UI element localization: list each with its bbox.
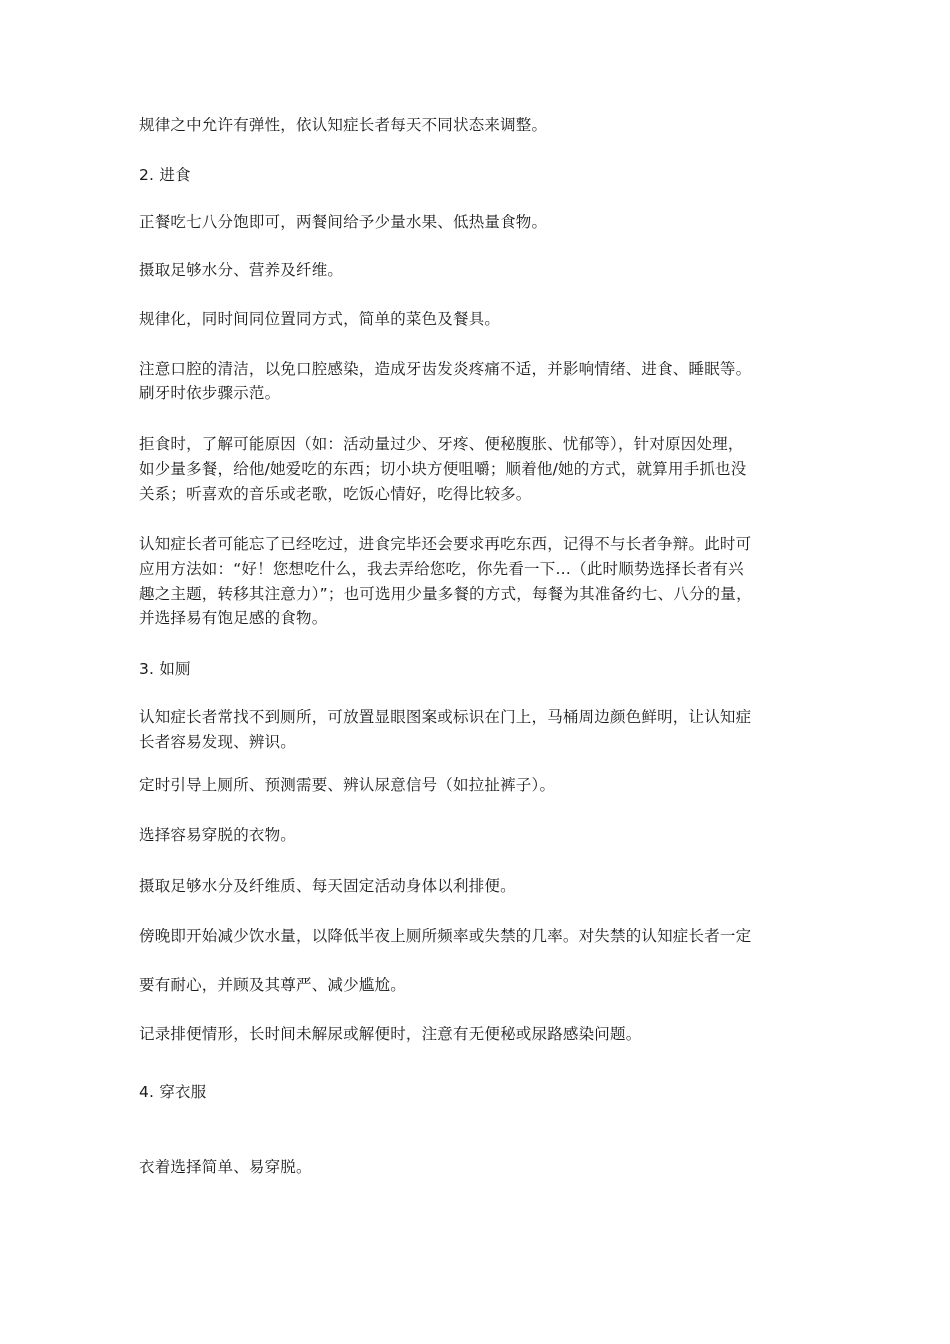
paragraph-line: 摄取足够水分、营养及纤维。 — [139, 261, 344, 279]
paragraph-line: 选择容易穿脱的衣物。 — [139, 826, 297, 844]
paragraph-line: 正餐吃七八分饱即可，两餐间给予少量水果、低热量食物。 — [139, 213, 548, 231]
paragraph-line: 趣之主题，转移其注意力）”；也可选用少量多餐的方式，每餐为其准备约七、八分的量， — [139, 585, 752, 603]
paragraph-line: 衣着选择简单、易穿脱。 — [139, 1158, 312, 1176]
paragraph-line: 傍晚即开始减少饮水量，以降低半夜上厕所频率或失禁的几率。对失禁的认知症长者一定 — [139, 927, 752, 945]
paragraph-line: 关系；听喜欢的音乐或老歌，吃饭心情好，吃得比较多。 — [139, 485, 532, 503]
paragraph-line: 拒食时，了解可能原因（如：活动量过少、牙疼、便秘腹胀、忧郁等），针对原因处理， — [139, 435, 744, 453]
paragraph-line: 注意口腔的清洁，以免口腔感染，造成牙齿发炎疼痛不适，并影响情绪、进食、睡眠等。 — [139, 360, 752, 378]
paragraph-line: 长者容易发现、辨识。 — [139, 733, 297, 751]
section-heading-eating: 2. 进食 — [139, 166, 191, 184]
section-heading-dressing: 4. 穿衣服 — [139, 1083, 207, 1101]
paragraph-line: 定时引导上厕所、预测需要、辨认尿意信号（如拉扯裤子）。 — [139, 776, 556, 794]
paragraph-line: 记录排便情形，长时间未解尿或解便时，注意有无便秘或尿路感染问题。 — [139, 1025, 642, 1043]
paragraph-line: 规律之中允许有弹性，依认知症长者每天不同状态来调整。 — [139, 116, 548, 134]
paragraph-line: 并选择易有饱足感的食物。 — [139, 609, 328, 627]
paragraph-line: 要有耐心，并顾及其尊严、减少尴尬。 — [139, 976, 406, 994]
paragraph-line: 规律化，同时间同位置同方式，简单的菜色及餐具。 — [139, 310, 501, 328]
paragraph-line: 认知症长者常找不到厕所，可放置显眼图案或标识在门上，马桶周边颜色鲜明，让认知症 — [139, 708, 752, 726]
paragraph-line: 刷牙时依步骤示范。 — [139, 384, 281, 402]
paragraph-line: 摄取足够水分及纤维质、每天固定活动身体以利排便。 — [139, 877, 516, 895]
paragraph-line: 应用方法如：“好！您想吃什么，我去弄给您吃，你先看一下…（此时顺势选择长者有兴 — [139, 560, 744, 578]
section-heading-toileting: 3. 如厕 — [139, 660, 191, 678]
paragraph-line: 认知症长者可能忘了已经吃过，进食完毕还会要求再吃东西，记得不与长者争辩。此时可 — [139, 535, 752, 553]
paragraph-line: 如少量多餐，给他/她爱吃的东西；切小块方便咀嚼；顺着他/她的方式，就算用手抓也没 — [139, 460, 747, 478]
